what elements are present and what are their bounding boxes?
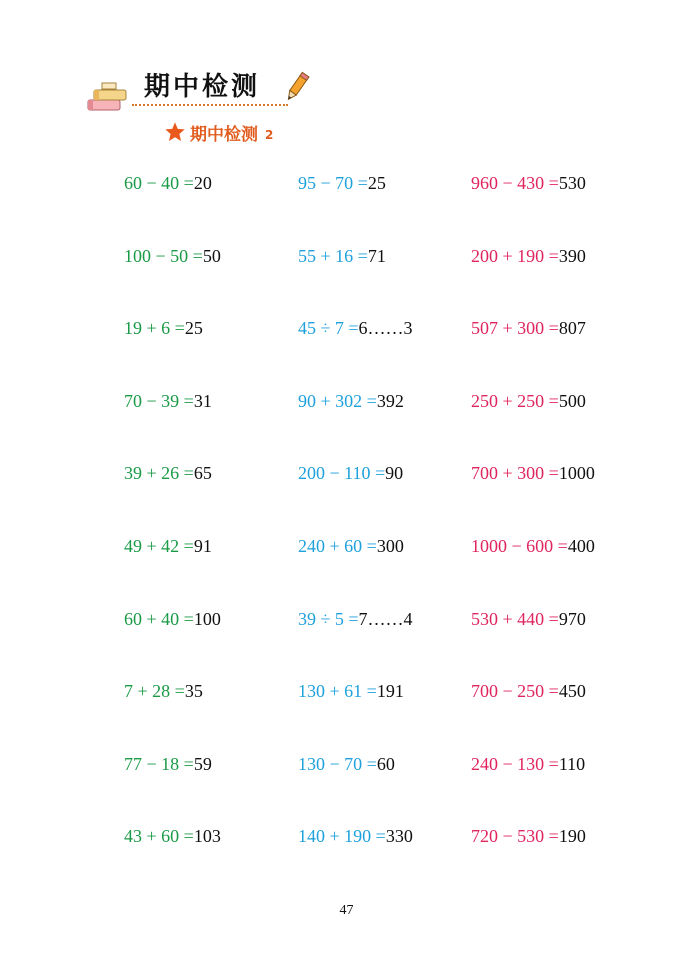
equation-answer: 1000 bbox=[558, 463, 595, 483]
equation-expression: 700 + 300 = bbox=[471, 463, 559, 483]
equation-answer: 31 bbox=[193, 391, 212, 411]
equation bbox=[471, 318, 586, 338]
equation bbox=[298, 246, 386, 266]
equation-expression: 200 − 110 = bbox=[298, 463, 386, 483]
equation-expression: 55 + 16 = bbox=[298, 246, 368, 266]
equation-expression: 240 + 60 = bbox=[298, 536, 377, 556]
equation bbox=[124, 318, 203, 338]
equation bbox=[471, 826, 586, 846]
equation-answer: 90 bbox=[385, 463, 404, 483]
equation-expression: 140 + 190 = bbox=[298, 826, 386, 846]
equation-answer: 530 bbox=[558, 173, 586, 193]
equation bbox=[471, 173, 586, 193]
equation bbox=[471, 391, 586, 411]
equation bbox=[298, 463, 403, 483]
equation-answer: 59 bbox=[193, 754, 212, 774]
equation-answer: 300 bbox=[376, 536, 404, 556]
title-underline bbox=[132, 104, 288, 106]
page-number: 47 bbox=[339, 903, 354, 918]
equation-answer: 330 bbox=[385, 826, 413, 846]
equation bbox=[298, 609, 413, 629]
equation-expression: 70 − 39 = bbox=[124, 391, 194, 411]
equation-answer: 60 bbox=[376, 754, 395, 774]
equation bbox=[124, 754, 212, 774]
equation-expression: 530 + 440 = bbox=[471, 609, 559, 629]
equation-expression: 49 + 42 = bbox=[124, 536, 194, 556]
section-title: 期中检测 bbox=[190, 124, 258, 145]
section-number: 2 bbox=[265, 127, 274, 142]
equation bbox=[471, 681, 586, 701]
equation-answer: 400 bbox=[567, 536, 595, 556]
equation-expression: 1000 − 600 = bbox=[471, 536, 568, 556]
equation bbox=[124, 609, 221, 629]
equation bbox=[471, 754, 585, 774]
equation-expression: 95 − 70 = bbox=[298, 173, 368, 193]
section-heading bbox=[164, 119, 273, 145]
equation-answer: 35 bbox=[184, 681, 203, 701]
equation bbox=[124, 536, 212, 556]
equation-expression: 507 + 300 = bbox=[471, 318, 559, 338]
equation bbox=[298, 536, 404, 556]
equation bbox=[124, 463, 212, 483]
equation-expression: 45 ÷ 7 = bbox=[298, 318, 359, 338]
equation-answer: 103 bbox=[193, 826, 221, 846]
equation-expression: 130 + 61 = bbox=[298, 681, 377, 701]
equation bbox=[298, 318, 413, 338]
equation-answer: 100 bbox=[193, 609, 221, 629]
equation-expression: 60 − 40 = bbox=[124, 173, 194, 193]
equation-expression: 7 + 28 = bbox=[124, 681, 185, 701]
equation bbox=[471, 609, 586, 629]
equation-expression: 100 − 50 = bbox=[124, 246, 203, 266]
equation-answer: 20 bbox=[193, 173, 212, 193]
equation-answer: 450 bbox=[558, 681, 586, 701]
equation-expression: 77 − 18 = bbox=[124, 754, 194, 774]
equation-answer: 392 bbox=[376, 391, 404, 411]
star-icon bbox=[164, 121, 186, 143]
pencil-icon bbox=[284, 70, 310, 104]
equation-answer: 970 bbox=[558, 609, 586, 629]
equation-expression: 240 − 130 = bbox=[471, 754, 559, 774]
equation-answer: 7……4 bbox=[358, 609, 413, 629]
equation-answer: 390 bbox=[558, 246, 586, 266]
equation bbox=[124, 826, 221, 846]
equation-answer: 65 bbox=[193, 463, 212, 483]
page-title: 期中检测 bbox=[144, 72, 261, 102]
equation-expression: 960 − 430 = bbox=[471, 173, 559, 193]
equation-answer: 110 bbox=[558, 754, 586, 774]
equation bbox=[298, 391, 404, 411]
equation bbox=[298, 681, 404, 701]
equation-answer: 25 bbox=[184, 318, 203, 338]
equation bbox=[471, 246, 586, 266]
page-header bbox=[86, 66, 326, 114]
equation-answer: 71 bbox=[367, 246, 386, 266]
equation-answer: 25 bbox=[367, 173, 386, 193]
equation-answer: 500 bbox=[558, 391, 586, 411]
equation bbox=[124, 246, 221, 266]
equation-answer: 191 bbox=[376, 681, 404, 701]
equation-expression: 39 + 26 = bbox=[124, 463, 194, 483]
equation-expression: 720 − 530 = bbox=[471, 826, 559, 846]
equation-expression: 200 + 190 = bbox=[471, 246, 559, 266]
equation bbox=[124, 681, 203, 701]
equation-expression: 39 ÷ 5 = bbox=[298, 609, 359, 629]
equation bbox=[471, 463, 595, 483]
equation-answer: 190 bbox=[558, 826, 586, 846]
equation bbox=[124, 173, 212, 193]
equation-expression: 60 + 40 = bbox=[124, 609, 194, 629]
equation-answer: 50 bbox=[202, 246, 221, 266]
equation bbox=[471, 536, 595, 556]
equation bbox=[298, 754, 395, 774]
book-stack-icon bbox=[86, 80, 134, 114]
equation-answer: 6……3 bbox=[358, 318, 413, 338]
equation-answer: 91 bbox=[193, 536, 212, 556]
equation bbox=[298, 173, 386, 193]
equation-expression: 19 + 6 = bbox=[124, 318, 185, 338]
equation-expression: 700 − 250 = bbox=[471, 681, 559, 701]
equation-expression: 130 − 70 = bbox=[298, 754, 377, 774]
equation-expression: 90 + 302 = bbox=[298, 391, 377, 411]
equation-expression: 250 + 250 = bbox=[471, 391, 559, 411]
equation-expression: 43 + 60 = bbox=[124, 826, 194, 846]
equation-answer: 807 bbox=[558, 318, 586, 338]
equation bbox=[124, 391, 212, 411]
equation bbox=[298, 826, 413, 846]
